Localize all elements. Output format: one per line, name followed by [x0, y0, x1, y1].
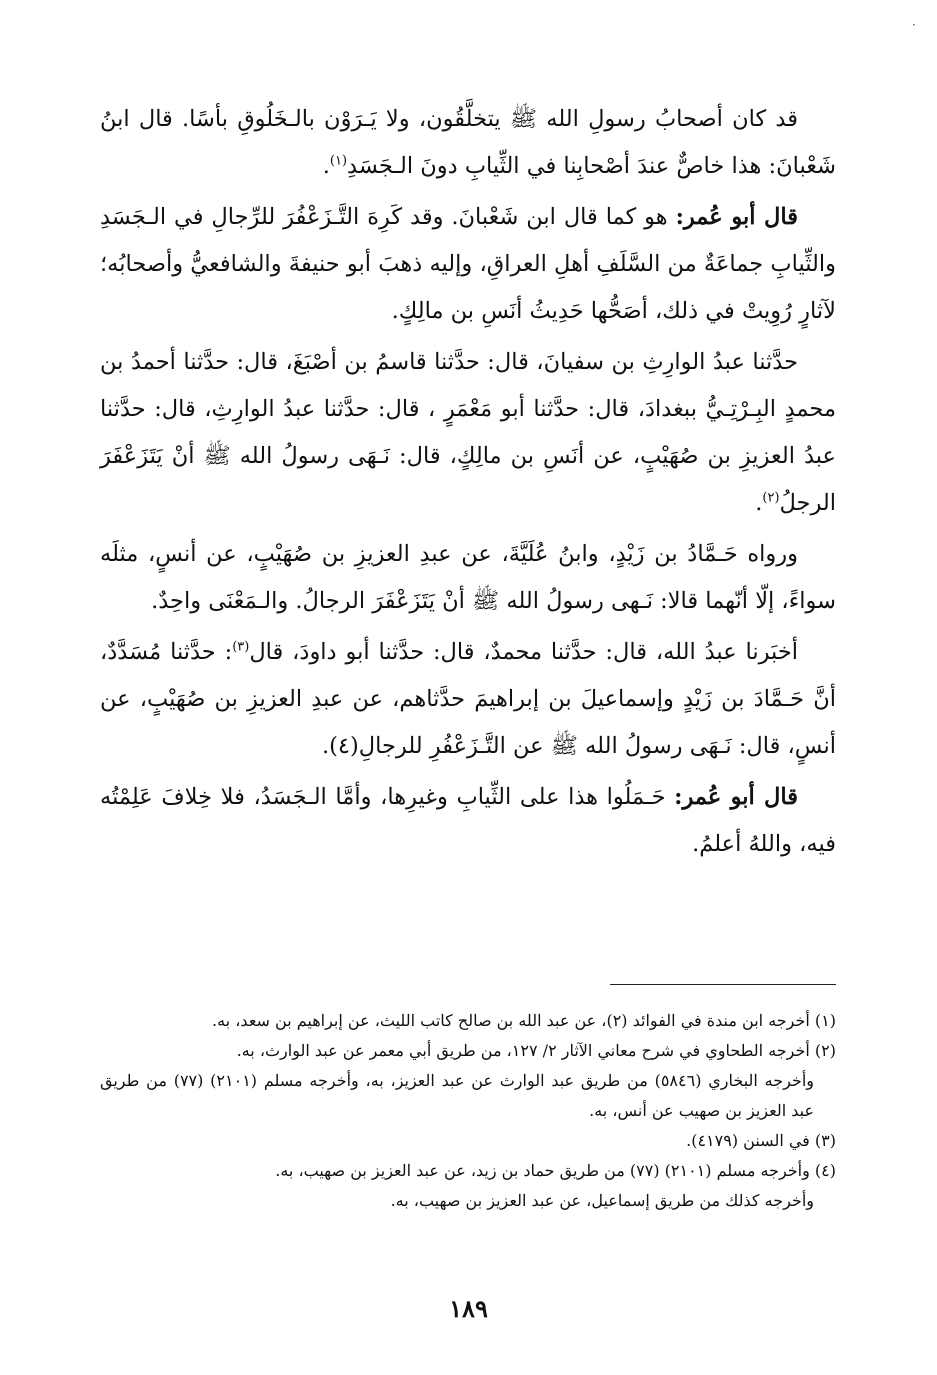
paragraph-text: ورواه حَـمَّادُ بن زَيْدٍ، وابنُ عُلَيَّةَ، عن عبدِ العزيزِ بن صُهَيْبٍ، عن أنسٍ، مثلَه سواءً، إلّا أنّهما قالا: نَـهى رسولُ الله ﷺ أنْ يَتَزَعْفَرَ الرجالُ. والـمَعْنَى واحِدٌ.: [100, 541, 836, 614]
paragraph-3: [100, 339, 836, 527]
paragraph-tail: .: [755, 490, 763, 516]
footnote-ref-2: (٢): [762, 490, 780, 506]
main-text: [100, 96, 836, 872]
page-number: ١٨٩: [449, 1294, 488, 1323]
paragraph-1: [100, 96, 836, 190]
footnote-2: (٢) أخرجه الطحاوي في شرح معاني الآثار ٢/ ١٢٧، من طريق أبي معمر عن عبد الوارث، به.: [236, 1041, 836, 1060]
footnotes: [100, 1006, 836, 1216]
footnote-3: (٣) في السنن (٤١٧٩).: [686, 1131, 836, 1150]
footnote-ref-3: (٣): [232, 639, 250, 655]
footnote-ref-1: (١): [329, 153, 348, 169]
paragraph-lead: قال أبو عُمر:: [674, 784, 798, 810]
page-edge-mark: ·: [912, 18, 916, 32]
paragraph-text: هو كما قال ابن شَعْبانَ. وقد كَرِهَ التَّـزَعْفُرَ للرِّجالِ في الـجَسَدِ والثِّيابِ جماعَةٌ من السَّلَفِ أهلِ العراقِ، وإليه ذهبَ أبو حنيفةَ والشافعيُّ وأصحابُه؛ لآثارٍ رُوِيتْ في ذلك، أصَحُّها حَدِيثُ أنَسِ بن مالِكٍ.: [100, 204, 836, 324]
paragraph-tail: .: [322, 153, 330, 179]
paragraph-4: [100, 531, 836, 625]
paragraph-text: أخبَرنا عبدُ الله، قال: حدَّثنا محمدٌ، قال: حدَّثنا أبو داودَ، قال: [249, 639, 798, 665]
paragraph-5: [100, 629, 836, 770]
footnote-1: (١) أخرجه ابن مندة في الفوائد (٢)، عن عبد الله بن صالح كاتب الليث، عن إبراهيم بن سعد، به.: [212, 1011, 836, 1030]
footnote-4-continuation: وأخرجه كذلك من طريق إسماعيل، عن عبد العزيز بن صهيب، به.: [390, 1191, 814, 1210]
paragraph-lead: قال أبو عُمر:: [675, 204, 799, 230]
footnote-separator: [610, 984, 836, 985]
paragraph-text: حدَّثنا عبدُ الوارِثِ بن سفيانَ، قال: حدَّثنا قاسمُ بن أصْبَغَ، قال: حدَّثنا أحمدُ بن محمدٍ البِـرْتِـيُّ ببغدادَ، قال: حدَّثنا أبو مَعْمَرٍ ، قال: حدَّثنا عبدُ الوارِثِ، قال: حدَّثنا عبدُ العزيزِ بن صُهَيْبٍ، عن أنَسِ بن مالِكٍ، قال: نَـهَى رسولُ الله ﷺ أنْ يَتَزَعْفَرَ الرجلُ: [100, 349, 836, 516]
footnote-2-continuation: وأخرجه البخاري (٥٨٤٦) من طريق عبد الوارث عن عبد العزيز، به، وأخرجه مسلم (٢١٠١) (٧٧) من طريق عبد العزيز بن صهيب عن أنس، به.: [100, 1071, 814, 1120]
paragraph-tail: : حدَّثنا مُسَدَّدٌ، أنَّ حَـمَّادَ بن زَيْدٍ وإسماعيلَ بن إبراهيمَ حدَّثاهم، عن عبدِ العزيزِ بن صُهَيْبٍ، عن أنسٍ، قال: نَـهَى رسولُ الله ﷺ عن التَّـزَعْفُرِ للرجالِ(٤).: [100, 639, 836, 759]
paragraph-2: [100, 194, 836, 335]
footnote-4: (٤) وأخرجه مسلم (٢١٠١) (٧٧) من طريق حماد بن زيد، عن عبد العزيز بن صهيب، به.: [275, 1161, 836, 1180]
paragraph-text: حَـمَلُوا هذا على الثِّيابِ وغيرِها، وأمَّا الـجَسَدُ، فلا خِلافَ عَلِمْتُه فيه، واللهُ أعلمُ.: [100, 784, 836, 857]
paragraph-text: قد كان أصحابُ رسولِ الله ﷺ يتخلَّقُون، ولا يَـرَوْن بالـخَلُوقِ بأسًا. قال ابنُ شَعْبانَ: هذا خاصٌّ عندَ أصْحابِنا في الثِّيابِ دونَ الـجَسَدِ: [100, 106, 836, 179]
paragraph-6: [100, 774, 836, 868]
